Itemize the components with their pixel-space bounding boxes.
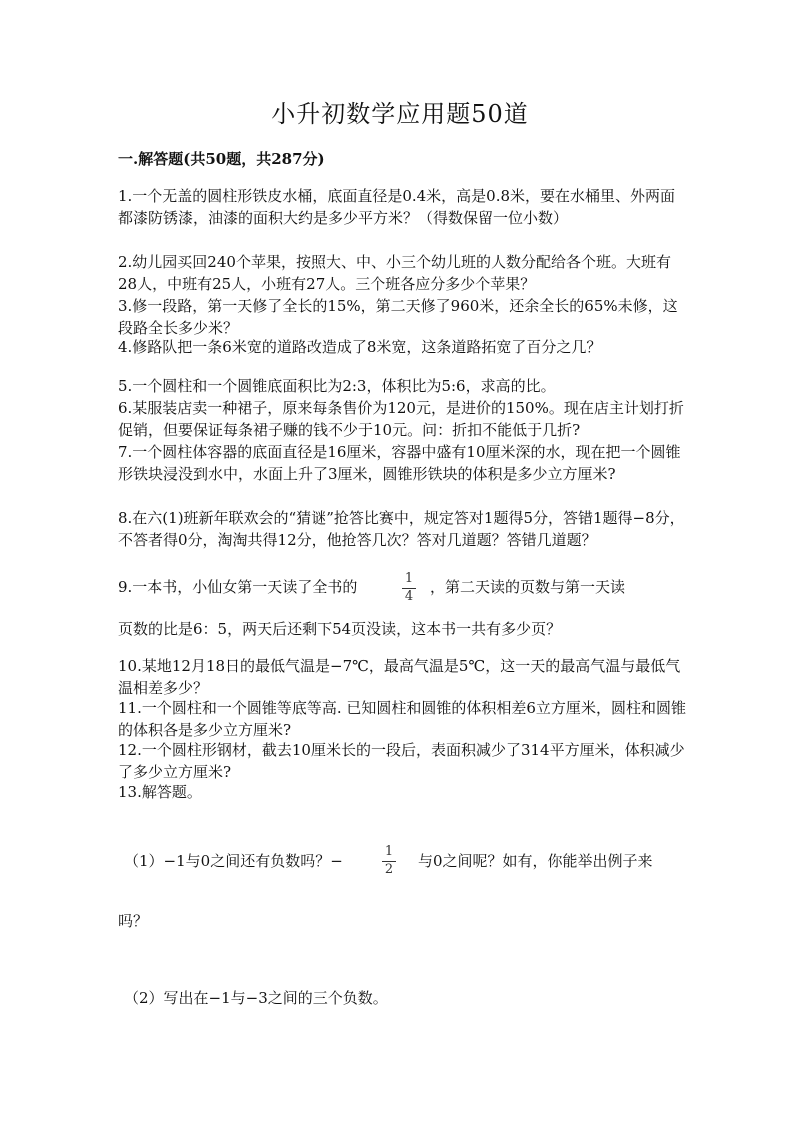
question-13-2: （2）写出在−1与−3之间的三个负数。 <box>124 989 388 1007</box>
question-13-1-part2: 与0之间呢？如有，你能举出例子来 <box>418 852 653 870</box>
question-9-part2: ，第二天读的页数与第一天读 <box>430 578 626 596</box>
question-9-part3: 页数的比是6：5，两天后还剩下54页没读，这本书一共有多少页？ <box>118 620 562 638</box>
question-6: 6.某服装店卖一种裙子，原来每条售价为120元，是进价的150%。现在店主计划打折促销，但要保证每条裙子赚的钱不少于10元。问：折扣不能低于几折? <box>118 399 684 439</box>
question-13: 13.解答题。 <box>118 783 202 801</box>
fraction-one-quarter <box>402 572 416 604</box>
page-title: 小升初数学应用题50道 <box>271 100 529 128</box>
question-13-1-part3: 吗？ <box>118 912 149 930</box>
fraction-numerator: 1 <box>384 844 394 859</box>
fraction-one-half <box>382 845 396 877</box>
section-heading: 一.解答题(共50题，共287分) <box>118 150 325 168</box>
fraction-denominator: 2 <box>384 862 394 877</box>
question-3: 3.修一段路，第一天修了全长的15%，第二天修了960米，还余全长的65%未修，这段路全长多少米？ <box>118 297 678 337</box>
question-8: 8.在六(1)班新年联欢会的“猜谜”抢答比赛中，规定答对1题得5分，答错1题得−8分，不答者得0分，淘淘共得12分，他抢答几次？答对几道题？答错几道题？ <box>118 509 685 549</box>
question-12: 12.一个圆柱形钢材，截去10厘米长的一段后，表面积减少了314平方厘米，体积减少了多少立方厘米? <box>118 741 685 781</box>
question-11: 11.一个圆柱和一个圆锥等底等高. 已知圆柱和圆锥的体积相差6立方厘米，圆柱和圆锥的体积各是多少立方厘米? <box>118 699 686 739</box>
question-5: 5.一个圆柱和一个圆锥底面积比为2:3，体积比为5:6，求高的比。 <box>118 377 556 395</box>
fraction-numerator: 1 <box>404 571 414 586</box>
question-10: 10.某地12月18日的最低气温是−7℃，最高气温是5℃，这一天的最高气温与最低气温相差多少？ <box>118 657 681 697</box>
question-13-1-part1: （1）−1与0之间还有负数吗？− <box>124 852 343 870</box>
question-4: 4.修路队把一条6米宽的道路改造成了8米宽，这条道路拓宽了百分之几？ <box>118 338 602 356</box>
question-2: 2.幼儿园买回240个苹果，按照大、中、小三个幼儿班的人数分配给各个班。大班有28人，中班有25人，小班有27人。三个班各应分多少个苹果？ <box>118 253 671 293</box>
question-9-part1: 9.一本书，小仙女第一天读了全书的 <box>118 578 358 596</box>
fraction-denominator: 4 <box>404 589 414 604</box>
question-1: 1.一个无盖的圆柱形铁皮水桶，底面直径是0.4米，高是0.8米，要在水桶里、外两面都漆防锈漆，油漆的面积大约是多少平方米？（得数保留一位小数） <box>118 187 676 227</box>
question-7: 7.一个圆柱体容器的底面直径是16厘米，容器中盛有10厘米深的水，现在把一个圆锥形铁块浸没到水中，水面上升了3厘米，圆锥形铁块的体积是多少立方厘米? <box>118 443 681 483</box>
